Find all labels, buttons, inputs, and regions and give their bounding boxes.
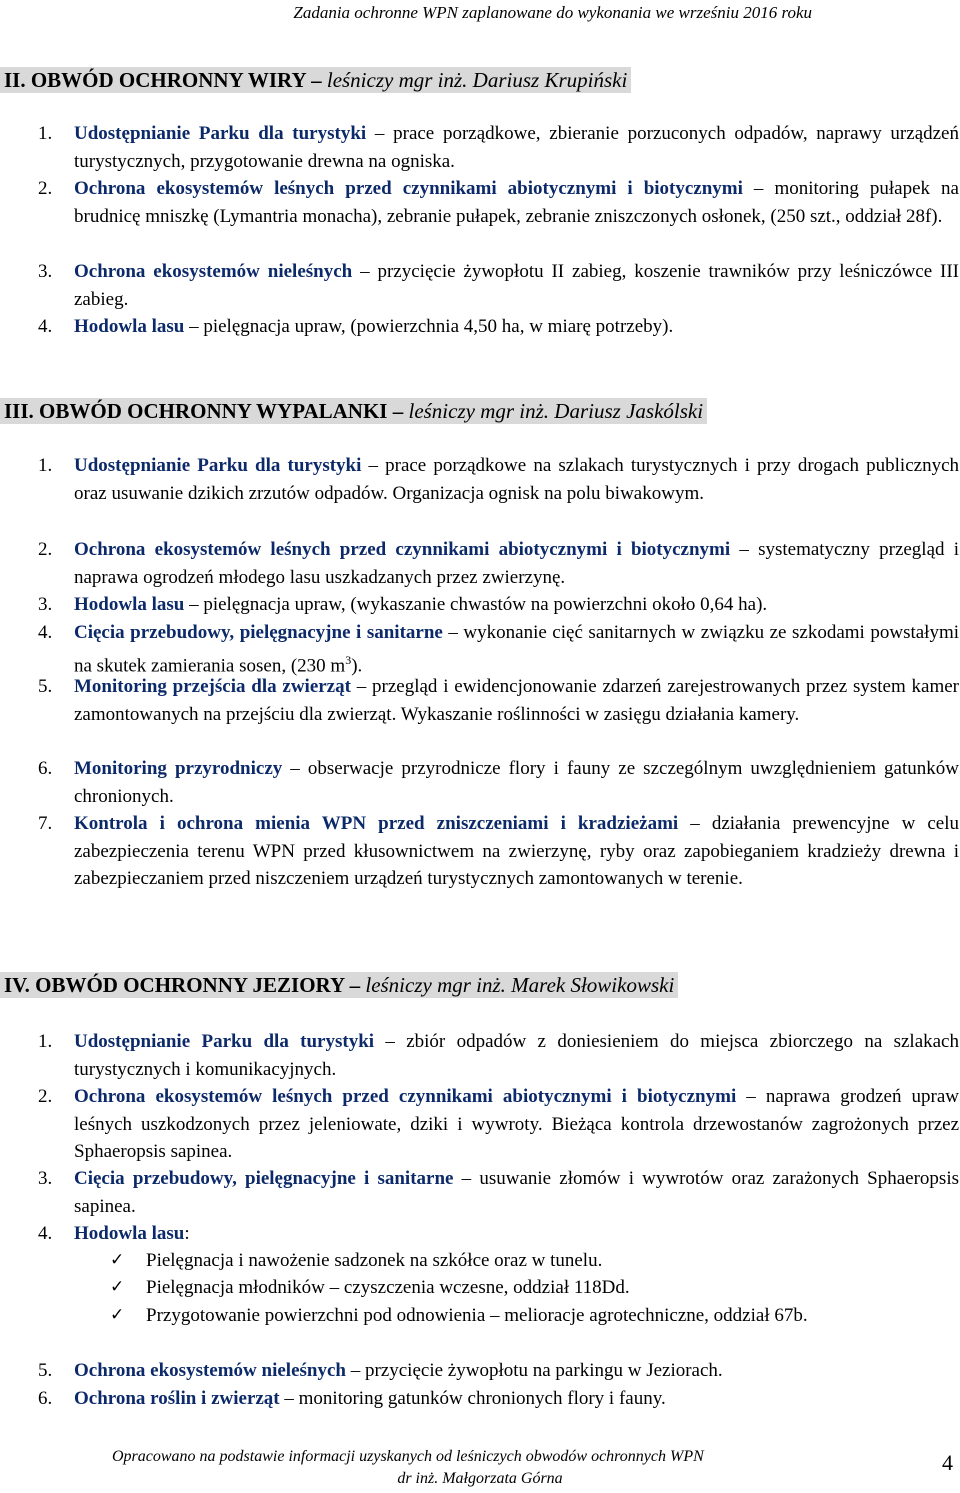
list-item: [0, 591, 959, 619]
list-item: [0, 673, 959, 728]
item-number: 1.: [38, 1031, 53, 1052]
list-item: [0, 1357, 959, 1385]
list-item: [0, 175, 959, 230]
item-text: – pielęgnacja upraw, (powierzchnia 4,50 ha, w miarę potrzeby).: [184, 316, 674, 337]
section-title-text: III. OBWÓD OCHRONNY WYPALANKI –: [4, 399, 409, 423]
list-item: [0, 452, 959, 507]
section-forester: leśniczy mgr inż. Dariusz Krupiński: [326, 68, 628, 92]
section-title-wypalanki: [0, 398, 707, 424]
item-number: 2.: [38, 539, 53, 560]
item-heading: Ochrona roślin i zwierząt: [74, 1388, 280, 1409]
item-heading: Udostępnianie Parku dla turystyki: [74, 123, 367, 144]
item-text: – naprawa grodzeń upraw leśnych uszkodzonych przez jeleniowate, dziki i wywroty. Bieżąca kontrola drzewostanów zagrożonych przez Sphaeropsis sapinea.: [74, 1086, 960, 1162]
checklist-item: [0, 1247, 959, 1275]
item-text: – pielęgnacja upraw, (wykaszanie chwastów na powierzchni około 0,64 ha).: [184, 594, 768, 615]
list-item: [0, 313, 959, 341]
checkmark-icon: ✓: [110, 1250, 125, 1270]
item-text: – systematyczny przegląd i naprawa ogrodzeń młodego lasu uszkadzanych przez zwierzynę.: [74, 539, 959, 588]
list-item: [0, 1028, 959, 1083]
item-number: 7.: [38, 813, 53, 834]
item-heading: Monitoring przejścia dla zwierząt: [74, 676, 351, 697]
item-number: 6.: [38, 758, 53, 779]
item-number: 3.: [38, 261, 53, 282]
section-title-text: IV. OBWÓD OCHRONNY JEZIORY –: [4, 973, 366, 997]
item-heading: Cięcia przebudowy, pielęgnacyjne i sanitarne: [74, 622, 443, 643]
section-forester: leśniczy mgr inż. Dariusz Jaskólski: [408, 399, 704, 423]
item-heading: Ochrona ekosystemów nieleśnych: [74, 1360, 346, 1381]
superscript: 3: [345, 652, 352, 667]
item-number: 4.: [38, 1223, 53, 1244]
section-title-wiry: [0, 67, 631, 93]
item-number: 5.: [38, 676, 53, 697]
checklist-item: [0, 1302, 959, 1330]
item-text: – przegląd i ewidencjonowanie zdarzeń zarejestrowanych przez system kamer zamontowanych na przejściu dla zwierząt. Wykaszanie roślinności w zasięgu działania kamery.: [74, 676, 959, 725]
item-number: 6.: [38, 1388, 53, 1409]
item-heading: Cięcia przebudowy, pielęgnacyjne i sanitarne: [74, 1168, 454, 1189]
item-heading: Hodowla lasu: [74, 594, 185, 615]
checklist-text: Przygotowanie powierzchni pod odnowienia – melioracje agrotechniczne, oddział 67b.: [146, 1305, 808, 1326]
item-heading: Ochrona ekosystemów leśnych przed czynnikami abiotycznymi i biotycznymi: [74, 178, 743, 199]
list-item: [0, 619, 959, 679]
list-item: [0, 1385, 959, 1413]
list-item: [0, 1220, 959, 1248]
item-text: – wykonanie cięć sanitarnych w związku ze szkodami powstałymi na skutek zamierania sosen, (230 m: [74, 622, 960, 676]
item-text: – prace porządkowe na szlakach turystycznych i przy drogach publicznych oraz usuwanie dzikich zrzutów odpadów. Organizacja ognisk na polu biwakowym.: [74, 455, 960, 504]
item-heading: Udostępnianie Parku dla turystyki: [74, 1031, 375, 1052]
list-item: [0, 536, 959, 591]
item-heading: Hodowla lasu: [74, 316, 185, 337]
item-number: 1.: [38, 455, 53, 476]
section-title-text: II. OBWÓD OCHRONNY WIRY –: [4, 68, 327, 92]
page-number: 4: [942, 1450, 953, 1475]
checklist-text: Pielęgnacja młodników – czyszczenia wczesne, oddział 118Dd.: [146, 1277, 630, 1298]
list-item: [0, 1083, 959, 1166]
list-item: [0, 810, 959, 893]
item-text: – przycięcie żywopłotu II zabieg, koszenie trawników przy leśniczówce III zabieg.: [74, 261, 960, 310]
item-text: – monitoring pułapek na brudnicę mniszkę (Lymantria monacha), zebranie pułapek, zebranie zniszczonych osłonek, (250 szt., oddział 28f).: [74, 178, 959, 227]
list-item: [0, 258, 959, 313]
item-number: 3.: [38, 1168, 53, 1189]
footer-author: dr inż. Małgorzata Górna: [397, 1470, 563, 1487]
checkmark-icon: ✓: [110, 1277, 125, 1297]
item-heading: Udostępnianie Parku dla turystyki: [74, 455, 362, 476]
section-forester: leśniczy mgr inż. Marek Słowikowski: [365, 973, 675, 997]
list-item: [0, 120, 959, 175]
checklist-item: [0, 1274, 959, 1302]
item-number: 2.: [38, 1086, 53, 1107]
item-number: 1.: [38, 123, 53, 144]
item-number: 3.: [38, 594, 53, 615]
section-title-jeziory: [0, 972, 678, 998]
list-item: [0, 1165, 959, 1220]
item-text: :: [184, 1223, 190, 1244]
footer-source: Opracowano na podstawie informacji uzyskanych od leśniczych obwodów ochronnych WPN: [112, 1448, 704, 1465]
list-item: [0, 755, 959, 810]
item-heading: Ochrona ekosystemów nieleśnych: [74, 261, 353, 282]
item-heading: Monitoring przyrodniczy: [74, 758, 283, 779]
item-text: – działania prewencyjne w celu zabezpieczenia terenu WPN przed kłusownictwem na zwierzynę, ryby oraz zapobieganiem kradzieży drewna i zabezpieczaniem przed niszczeniem urządzeń turystycznych zamontowanych w terenie.: [74, 813, 960, 889]
item-number: 2.: [38, 178, 53, 199]
item-text: – monitoring gatunków chronionych flory i fauny.: [279, 1388, 666, 1409]
checkmark-icon: ✓: [110, 1305, 125, 1325]
item-text: – przycięcie żywopłotu na parkingu w Jeziorach.: [345, 1360, 723, 1381]
item-text: – prace porządkowe, zbieranie porzuconych odpadów, naprawy urządzeń turystycznych, przygotowanie drewna na ogniska.: [74, 123, 959, 172]
item-number: 4.: [38, 622, 53, 643]
item-text: – usuwanie złomów i wywrotów oraz zarażonych Sphaeropsis sapinea.: [74, 1168, 959, 1217]
item-heading: Kontrola i ochrona mienia WPN przed zniszczeniami i kradzieżami: [74, 813, 679, 834]
checklist-text: Pielęgnacja i nawożenie sadzonek na szkółce oraz w tunelu.: [146, 1250, 603, 1271]
item-number: 4.: [38, 316, 53, 337]
item-heading: Hodowla lasu: [74, 1223, 185, 1244]
item-heading: Ochrona ekosystemów leśnych przed czynnikami abiotycznymi i biotycznymi: [74, 539, 731, 560]
item-text-tail: ).: [351, 654, 363, 676]
running-header: Zadania ochronne WPN zaplanowane do wykonania we wrześniu 2016 roku: [293, 3, 812, 22]
item-text: – zbiór odpadów z doniesieniem do miejsca zbiorczego na szlakach turystycznych i komunikacyjnych.: [74, 1031, 959, 1080]
item-number: 5.: [38, 1360, 53, 1381]
item-text: – obserwacje przyrodnicze flory i fauny ze szczególnym uwzględnieniem gatunków chronionych.: [74, 758, 959, 807]
item-heading: Ochrona ekosystemów leśnych przed czynnikami abiotycznymi i biotycznymi: [74, 1086, 737, 1107]
